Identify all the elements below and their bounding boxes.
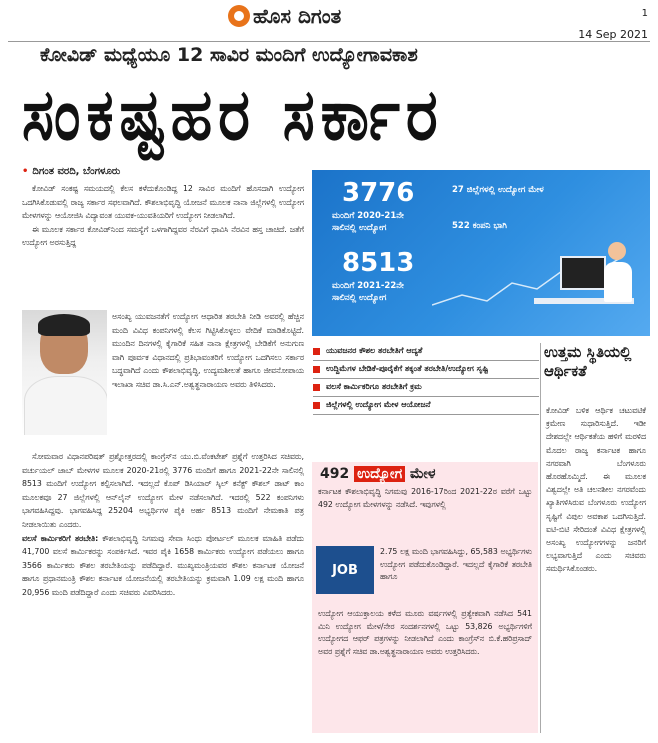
box-intro: ಕರ್ನಾಟಕ ಕೌಶಲಾಭಿವೃದ್ಧಿ ನಿಗಮವು 2016-17ರಿಂದ 2021-22ರ ವರೆಗೆ ಒಟ್ಟು 492 ಉದ್ಯೋಗ ಮೇಳಗಳನ್ನು ನಡೆಸಿದೆ. ಇವುಗಳಲ್ಲಿ [318, 487, 532, 509]
worker-head-icon [608, 242, 626, 260]
paragraph: ಕೌಶಲಾಭಿವೃದ್ಧಿ ನಿಗಮವು ಸೇವಾ ಸಿಂಧು ಪೋರ್ಟಲ್ ಮೂಲಕ ಮಾಹಿತಿ ಪಡೆದು 41,700 ವಲಸೆ ಕಾರ್ಮಿಕರನ್ನು ಸಂಪರ್ಕಿಸಿದೆ. ಇವರ ಪೈಕಿ 1658 ಕಾರ್ಮಿಕರು ಉದ್ಯೋಗ ಪಡೆಯಲು ಹಾಗೂ 3566 ಕಾರ್ಮಿಕರು ಕೌಶಲ ತರಬೇತಿಯನ್ನು ಪಡೆದಿದ್ದಾರೆ. ಮುಖ್ಯಮಂತ್ರಿಯವರ ಕೌಶಲ ಕರ್ನಾಟಕ ಯೋಜನೆ ಹಾಗೂ ಪ್ರಧಾನಮಂತ್ರಿ ಕೌಶಲ ಕರ್ನಾಟಕ ಯೋಜನೆಯಲ್ಲಿ ತರಬೇತಿಯನ್ನು ಕ್ರಮವಾಗಿ 1.09 ಲಕ್ಷ ಮಂದಿ ಹಾಗೂ 20,956 ಮಂದಿ ಪಡೆದಿದ್ದಾರೆ ಎಂದು ಸಚಿವರು ವಿವರಿಸಿದರು. [22, 533, 304, 597]
side-article-text: ಕೋವಿಡ್ ಬಳಿಕ ಆರ್ಥಿಕ ಚಟುವಟಿಕೆ ಕ್ರಮೇಣ ಸುಧಾರಿಸುತ್ತಿದೆ. ಇಡೀ ದೇಶದಲ್ಲೇ ಆರ್ಥಿಕತೆಯ ಹಳಿಗೆ ಮರಳಿದ ಮೊದಲ ರಾಜ್ಯ ಕರ್ನಾಟಕ ಹಾಗೂ ನಗರವಾಗಿ ಬೆಂಗಳೂರು ಹೊರಹೊಮ್ಮಿದೆ. ಈ ಮೂಲಕ ವಿಶ್ವದಲ್ಲೇ ಅತಿ ಚಲನಶೀಲ ನಗರವೆಂದು ಖ್ಯಾತಿಗಳಿಸಿರುವ ಬೆಂಗಳೂರು ಉದ್ಯೋಗ ಸೃಷ್ಟಿಗೆ ವಿಪುಲ ಅವಕಾಶ ಒದಗಿಸುತ್ತಿದೆ. ಐಟಿ-ಬಿಟಿ ಸೇರಿದಂತೆ ವಿವಿಧ ಕ್ಷೇತ್ರಗಳಲ್ಲಿ ಅಸಂಖ್ಯ ಉದ್ಯೋಗಗಳನ್ನು ಜನರಿಗೆ ಲಭ್ಯವಾಗುತ್ತಿದೆ ಎಂದು ಸಚಿವರು ಸಮರ್ಥಿಸಿಕೊಂಡರು. [546, 406, 646, 574]
issue-date: 14 Sep 2021 [578, 28, 648, 41]
stat-3776-label: ಮಂದಿಗೆ 2020-21ನೇ ಸಾಲಿನಲ್ಲಿ ಉದ್ಯೋಗ [332, 211, 404, 233]
subhead: ವಲಸೆ ಕಾರ್ಮಿಕರಿಗೆ ತರಬೇತಿ: [22, 533, 99, 543]
worker-icon [604, 262, 632, 302]
highlights-list [313, 343, 539, 415]
list-item: ಯುವಜನರ ಕೌಶಲ ತರಬೇತಿಗೆ ಆದ್ಯತೆ [313, 343, 539, 361]
stat-8513-label: ಮಂದಿಗೆ 2021-22ನೇ ಸಾಲಿನಲ್ಲಿ ಉದ್ಯೋಗ [332, 281, 404, 303]
newspaper-logo [228, 4, 341, 28]
logo-text: ಹೊಸ ದಿಗಂತ [253, 4, 342, 28]
paragraph: ಅಸಂಖ್ಯ ಯುವಜನತೆಗೆ ಉದ್ಯೋಗ ಆಧಾರಿತ ತರಬೇತಿ ನೀಡಿ ಅವರಲ್ಲಿ ಹೆಚ್ಚಿನ ಮಂದಿ ವಿವಿಧ ಕಂಪನಿಗಳಲ್ಲಿ ಕೆಲಸ ಗಿಟ್ಟಿಸಿಕೊಳ್ಳಲು ವೇದಿಕೆ ಮಾಡಿಕೊಟ್ಟಿದೆ. ಮುಂದಿನ ದಿನಗಳಲ್ಲಿ ಕೈಗಾರಿಕೆ ಸಹಿತ ನಾನಾ ಕ್ಷೇತ್ರಗಳಲ್ಲಿ ಬೇಡಿಕೆಗೆ ಅನುಗುಣ ವಾಗಿ ಪೂರ್ವಕ ವಿಧಾನದಲ್ಲಿ ಪ್ರತಿಭಾವಂತರಿಗೆ ಉದ್ಯೋಗ ಒದಗಿಸಲು ಸರ್ಕಾರ ಬದ್ಧವಾಗಿದೆ ಎಂದು ಕೌಶಲಾಭಿವೃದ್ಧಿ, ಉದ್ಯಮಶೀಲತೆ ಹಾಗೂ ಜೀವನೋಪಾಯ ಇಲಾಖಾ ಸಚಿವ ಡಾ.ಸಿ.ಎನ್.ಅಶ್ವತ್ಥನಾರಾಯಣ ಅವರು ತಿಳಿಸಿದರು. [112, 312, 304, 389]
logo-icon [228, 5, 250, 27]
paragraph: ಸೋಮವಾರ ವಿಧಾನಪರಿಷತ್ ಪ್ರಶ್ನೋತ್ತರದಲ್ಲಿ ಕಾಂಗ್ರೆಸ್‌ನ ಯು.ಬಿ.ವೆಂಕಟೇಶ್ ಪ್ರಶ್ನೆಗೆ ಉತ್ತರಿಸಿದ ಸಚಿವರು, ವರ್ಚುಯಲ್ ಜಾಬ್ ಮೇಳಗಳ ಮೂಲಕ 2020-21ರಲ್ಲಿ 3776 ಮಂದಿಗೆ ಹಾಗೂ 2021-22ನೇ ಸಾಲಿನಲ್ಲಿ 8513 ಮಂದಿಗೆ ಉದ್ಯೋಗ ಕಲ್ಪಿಸಲಾಗಿದೆ. ಇದಲ್ಲದೆ ಕೊಪ್ ಡಿಸಿಯಾರ್ ಸ್ಕಿಲ್ ಕನೆಕ್ಟ್ ಕೌಶಲ್ ಡಾಟ್ ಕಾಂ ಮೂಲಕವೂ 27 ಜಿಲ್ಲೆಗಳಲ್ಲಿ ಆನ್‌ಲೈನ್ ಉದ್ಯೋಗ ಮೇಳ ನಡೆಸಲಾಗಿದೆ. ಇದರಲ್ಲಿ 522 ಕಂಪನಿಗಳು ಭಾಗವಹಿಸಿದ್ದವು. ಭಾಗವಹಿಸಿದ್ದ 25204 ಅಭ್ಯರ್ಥಿಗಳ ಪೈಕಿ ಅರ್ಹ 8513 ಮಂದಿಗೆ ನೇಮಕಾತಿ ಪತ್ರ ನೀಡಲಾಯಿತು ಎಂದರು. [22, 452, 304, 529]
main-headline: ಸಂಕಷ್ಟಹರ ಸರ್ಕಾರ [22, 74, 444, 157]
paragraph: ಕೋವಿಡ್ ಸಂಕಷ್ಟ ಸಮಯದಲ್ಲಿ ಕೆಲಸ ಕಳೆದುಕೊಂಡಿದ್ದ 12 ಸಾವಿರ ಮಂದಿಗೆ ಹೊಸದಾಗಿ ಉದ್ಯೋಗ ಒದಗಿಸಿಕೊಡುವಲ್ಲಿ ರಾಜ್ಯ ಸರ್ಕಾರ ಸಫಲವಾಗಿದೆ. ಕೌಶಲಾಭಿವೃದ್ಧಿ ಯೋಜನೆ ಮೂಲಕ ನಾನಾ ಜಿಲ್ಲೆಗಳಲ್ಲಿ ಉದ್ಯೋಗ ಮೇಳಗಳನ್ನು ಆಯೋಜಿಸಿ ವಿದ್ಯಾವಂತ ಯುವಕ-ಯುವತಿಯರಿಗೆ ಉದ್ಯೋಗ ನೀಡಲಾಗಿದೆ. [22, 184, 304, 221]
districts-stat: 27 ಜಿಲ್ಲೆಗಳಲ್ಲಿ ಉದ್ಯೋಗ ಮೇಳ [452, 185, 544, 195]
minister-photo [22, 310, 107, 435]
job-icon: JOB [316, 546, 374, 594]
byline-text: ದಿಗಂತ ವರದಿ, ಬೆಂಗಳೂರು [32, 166, 121, 177]
infographic [312, 170, 650, 336]
stat-8513: 8513 [342, 248, 415, 278]
list-item: ವಲಸೆ ಕಾರ್ಮಿಕರಿಗೂ ತರಬೇತಿಗೆ ಕ್ರಮ [313, 379, 539, 397]
page-number: 1 [641, 8, 648, 19]
paragraph: ಈ ಮೂಲಕ ಸರ್ಕಾರ ಕೋವಿಡ್‌ನಿಂದ ಸಮಸ್ಯೆಗೆ ಒಳಗಾಗಿದ್ದವರ ನೆರವಿಗೆ ಧಾವಿಸಿ ನೆರವಿನ ಹಸ್ತ ಚಾಚಿದೆ. ಜತೆಗೆ ಉದ್ಯೋಗ ಅರಸುತ್ತಿದ್ದ [22, 224, 304, 248]
article-intro [22, 182, 304, 250]
divider [8, 41, 650, 42]
kicker-headline: ಕೋವಿಡ್ ಮಧ್ಯೆಯೂ 12 ಸಾವಿರ ಮಂದಿಗೆ ಉದ್ಯೋಗಾವಕಾಶ [40, 44, 418, 66]
job-fair-box [312, 462, 538, 733]
stat-3776: 3776 [342, 178, 415, 208]
box-title: 492 ಉದ್ಯೋಗ ಮೇಳ [320, 466, 436, 482]
side-article-title: ಉತ್ತಮ ಸ್ಥಿತಿಯಲ್ಲಿ ಆರ್ಥಿಕತೆ [544, 343, 632, 380]
list-item: ಜಿಲ್ಲೆಗಳಲ್ಲಿ ಉದ್ಯೋಗ ಮೇಳ ಆಯೋಜನೆ [313, 397, 539, 415]
article-body [22, 450, 304, 600]
masthead [0, 0, 658, 40]
list-item: ಉದ್ದಿಮೆಗಳ ಬೇಡಿಕೆ-ಪೂರೈಕೆಗೆ ತಕ್ಕಂತೆ ತರಬೇತಿ/ಉದ್ಯೋಗ ಸೃಷ್ಟಿ [313, 361, 539, 379]
monitor-icon [560, 256, 606, 290]
byline: • ದಿಗಂತ ವರದಿ, ಬೆಂಗಳೂರು [22, 166, 121, 177]
box-text: ಉದ್ಯೋಗ ಆಯುಕ್ತಾಲಯ ಕಳೆದ ಮೂರು ವರ್ಷಗಳಲ್ಲಿ ಪ್ರತ್ಯೇಕವಾಗಿ ನಡೆಸಿದ 541 ಮಿನಿ ಉದ್ಯೋಗ ಮೇಳ/ನೇರ ಸಂದರ್ಶನಗಳಲ್ಲಿ ಒಟ್ಟು 53,826 ಅಭ್ಯರ್ಥಿಗಳಿಗೆ ಉದ್ಯೋಗದ ಆಫರ್ ಪತ್ರಗಳನ್ನು ನೀಡಲಾಗಿದೆ ಎಂದು ಕಾಂಗ್ರೆಸ್‌ನ ಬಿ.ಕೆ.ಹರಿಪ್ರಸಾದ್ ಅವರ ಪ್ರಶ್ನೆಗೆ ಸಚಿವ ಡಾ.ಅಶ್ವತ್ಥನಾರಾಯಣ ಅವರು ಉತ್ತರಿಸಿದರು. [318, 609, 532, 656]
box-side-text: 2.75 ಲಕ್ಷ ಮಂದಿ ಭಾಗವಹಿಸಿದ್ದು, 65,583 ಅಭ್ಯರ್ಥಿಗಳು ಉದ್ಯೋಗ ಪಡೆದುಕೊಂಡಿದ್ದಾರೆ. ಇದಲ್ಲದೆ ಕೈಗಾರಿಕೆ ತರಬೇತಿ ಹಾಗೂ [380, 547, 532, 581]
companies-stat: 522 ಕಂಪನಿ ಭಾಗಿ [452, 221, 507, 231]
column-divider [540, 343, 541, 733]
article-wrap [112, 310, 304, 392]
